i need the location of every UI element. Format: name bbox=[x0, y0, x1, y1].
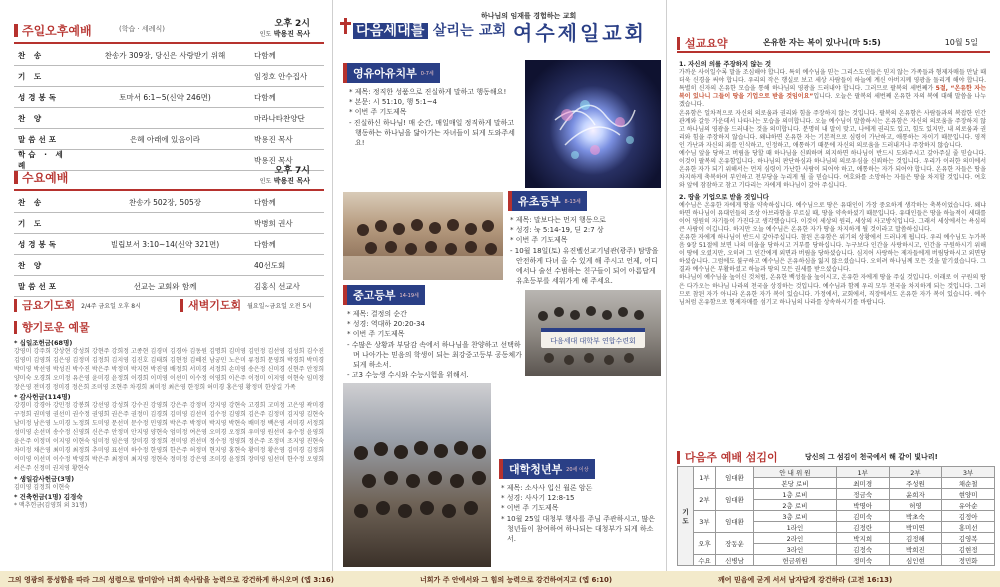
ministry-item: * 이번 주 기도제목 bbox=[510, 236, 568, 245]
table-cell: 정미숙 bbox=[836, 555, 889, 566]
table-row bbox=[678, 555, 995, 566]
ministry-item: * 이번 주 기도제목 bbox=[347, 330, 405, 339]
divider bbox=[14, 189, 324, 191]
church-logo-icon bbox=[340, 18, 351, 34]
table-cell: 김영복 bbox=[942, 533, 995, 544]
elementary-ministry bbox=[508, 190, 663, 286]
secondary-group-photo bbox=[525, 290, 661, 376]
order-item-person: 다함께 bbox=[254, 50, 276, 60]
table-cell: 2층 로비 bbox=[754, 500, 837, 511]
order-item-person: 다함께 bbox=[254, 197, 276, 207]
wednesday-service-time: 오후 7시 bbox=[274, 166, 310, 176]
divider bbox=[14, 42, 324, 44]
order-item-name: 찬 양 bbox=[18, 260, 45, 270]
prayer-person: 임대환 bbox=[716, 489, 754, 511]
offering-group-label: * 생일감사헌금(3명) bbox=[14, 474, 75, 483]
sermon-point-heading: 1. 자신의 의를 주장하지 않는 것 bbox=[679, 60, 772, 68]
center-column bbox=[333, 0, 667, 571]
table-cell: 허영 bbox=[889, 500, 942, 511]
offering-group-label: * 십일조헌금(68명) bbox=[14, 339, 73, 347]
ministry-item: * 본문: 시 51:10, 행 5:1~4 bbox=[349, 98, 438, 107]
table-cell: 박미연 bbox=[889, 522, 942, 533]
secondary-items bbox=[347, 309, 523, 380]
college-ministry bbox=[499, 458, 659, 544]
table-cell: 김정란 bbox=[836, 522, 889, 533]
order-item-person: 박병희 권사 bbox=[254, 218, 293, 228]
friday-prayer-heading: 금요기도회 2/4주 금요일 오후 8시 bbox=[14, 297, 141, 313]
prayer-person: 임대환 bbox=[716, 511, 754, 533]
prayer-person: 장동운 bbox=[716, 533, 754, 555]
offering-group-label: * 감사헌금(114명) bbox=[14, 393, 71, 402]
prayer-service: 2부 bbox=[694, 489, 716, 511]
table-cell: 1라인 bbox=[754, 522, 837, 533]
sermon-paragraph: 온유함은 일차적으로 자신의 의로움과 권리와 힘을 주장하지 않는 것입니다. 팔복의 온유함은 사람들과의 복잡한 인간관계와 갈등 가운데서 나타나는 모습을 의미합니다. 오늘 예수님이 말씀하시는 온유함은 자신의 의로움을 주장하지 않고 하나님의 영광을 드러내는 것을 의미합니다. 분명히 내 말이 맞고, 나에게 권리도 있고, 힘도 있지만, 내 의로움과 권리와 힘을 주장하지 않습니다. 왜냐하면 온유한 자는 기본적으로 심령이 가난하고, 애통하는 자이기 때문입니다. 영적인 가난과 자신의 죄를 인식하고, 인정하고, 애통하기 때문에 자신의 의로움을 드러내거나 주장하지 않습니다. bbox=[679, 109, 986, 149]
order-item-person: 40선도회 bbox=[254, 260, 286, 270]
preschool-tag: 영유아유치부 0-7세 bbox=[343, 63, 440, 83]
order-row bbox=[14, 234, 324, 255]
order-item-name: 말씀선포 bbox=[18, 281, 59, 291]
sunday-service-leader: 인도 박용진 목사 bbox=[259, 30, 310, 38]
order-item-person: 다함께 bbox=[254, 92, 276, 102]
table-cell: 정민화 bbox=[942, 555, 995, 566]
offering-names: * 맥추헌금(김영희 외 31명) bbox=[14, 502, 88, 510]
elementary-group-photo bbox=[343, 192, 503, 280]
prayer-service: 3부 bbox=[694, 511, 716, 533]
order-item-person: 박용진 목사 bbox=[254, 134, 293, 144]
order-row bbox=[14, 276, 324, 297]
table-cell: 채순철 bbox=[942, 478, 995, 489]
order-item-detail: 토마서 6:1~5(신약 246면) bbox=[119, 92, 211, 102]
wednesday-service-leader: 인도 박용진 목사 bbox=[259, 177, 310, 185]
order-item-name: 찬 송 bbox=[18, 50, 45, 60]
order-item-person: 다함께 bbox=[254, 239, 276, 249]
order-item-name: 성경봉독 bbox=[18, 239, 59, 249]
order-item-name: 성경봉독 bbox=[18, 92, 59, 102]
elementary-items bbox=[510, 215, 663, 286]
youth-photo-image bbox=[343, 383, 491, 567]
table-cell: 주성원 bbox=[889, 478, 942, 489]
church-name: 여수제일교회 bbox=[513, 21, 647, 45]
wednesday-order-list bbox=[14, 192, 324, 297]
ministry-item: - 수많은 상황과 부담감 속에서 하나님을 찬양하고 선택하며 나아가는 믿음의 학생이 되는 최강중고등부 공동체가 되게 하소서. bbox=[347, 340, 522, 370]
table-cell: 윤희자 bbox=[889, 489, 942, 500]
footer-verse-left: 그의 영광의 풍성함을 따라 그의 성령으로 말미암아 너희 속사람을 능력으로 강건하게 하시오며 (엡 3:16) bbox=[8, 576, 334, 584]
table-cell: 김현정 bbox=[942, 544, 995, 555]
sermon-paragraph: 가까운 사이일수록 말을 조심해야 합니다. 특히 예수님을 믿는 그리스도인들은 믿지 않는 가족들과 형제자매들 만날 때 더욱 신경을 써야 합니다. 우리의 작은 행실로 보고 세상 사람들이 하늘에 계신 아버지께 영광을 돌리게 해야 합니다. 특별히 신자의 온유한 모습을 통해 하나님의 영광을 드러내야 합니다. 그러므로 팔복의 세번째가 5절, “온유한 자는 복이 있나니 그들이 땅을 기업으로 받을 것임이요”입니다. 오늘은 팔복의 세번째 온유한 자의 복에 대해 말씀을 나누겠습니다. bbox=[679, 69, 986, 109]
table-cell: 김미숙 bbox=[836, 511, 889, 522]
prayer-service: 1부 bbox=[694, 467, 716, 489]
table-cell: 3라인 bbox=[754, 544, 837, 555]
table-header: 2부 bbox=[889, 467, 942, 478]
table-cell: 유아순 bbox=[942, 500, 995, 511]
table-cell: 2라인 bbox=[754, 533, 837, 544]
order-item-person: 마라나타찬양단 bbox=[254, 113, 305, 123]
ministry-item: * 성경: 역대하 20:20-34 bbox=[347, 320, 425, 329]
order-item-detail: 은혜 아래에 있음이라 bbox=[130, 134, 200, 144]
sermon-body bbox=[679, 58, 986, 307]
section-marker bbox=[14, 321, 17, 334]
ministry-item: * 이번 주 기도제목 bbox=[501, 504, 559, 513]
order-item-person: 김홍식 선교사 bbox=[254, 281, 300, 291]
elementary-tag: 유초등부 8-13세 bbox=[508, 191, 587, 211]
light-art-image bbox=[525, 60, 661, 188]
sermon-title: 온유한 자는 복이 있나니(마 5:5) bbox=[763, 38, 881, 47]
order-item-name: 말씀선포 bbox=[18, 134, 59, 144]
order-item-detail: 선교는 교회와 함께 bbox=[133, 281, 197, 291]
ministry-item: * 제목: 정직한 성품으로 진실하게 말하고 행동해요! bbox=[349, 88, 507, 96]
table-cell: 1층 로비 bbox=[754, 489, 837, 500]
prayer-label: 기 도 bbox=[678, 467, 694, 566]
offering-names: 강경미 강경아 강민정 강봉희 강선영 강성희 강수진 강영희 강은주 강정미 강지영 강현숙 고경희 고미정 고은영 곽미경 구정희 권미영 권선미 권수정 권영희 권은주 권정미 김경희 김미영 김선미 김수정 김영희 김은주 김정미 김지영 김현숙 남미정 남은영 노미경 노정희 도미영 문선미 문수정 민영희 박은주 박정미 박지영 박현숙 배미정 백은영 서미경 서정희 성미영 손선미 송수정 신영희 신은주 안정미 안지영 양현숙 엄미정 여은영 오미경 오정희 우미영 원선미 유수정 윤영희 윤은주 이정미 이지영 이현숙 임미정 임은영 장미경 장정희 전미영 전선미 정수정 정영희 정은주 조정미 조지영 진현숙 차미정 채은영 최미경 최정희 추미영 표선미 하수정 한영희 한은주 허정미 현지영 홍현숙 황미정 황은영 김미경 김정희 이미영 이선미 이수정 박영희 박은주 최정미 최지영 정현숙 정미정 강은영 조미경 윤정희 장미영 임선미 한수정 오영희 서은주 신정미 권지영 황현숙 bbox=[14, 402, 324, 472]
table-header: 3부 bbox=[942, 467, 995, 478]
sermon-paragraph: 하나님이 예수님을 높이신 것처럼, 온유한 백성들을 높이시고, 온유한 자에게 땅을 주실 것입니다. 이래로 이 구원의 땅은 다가오는 하나님 나라의 천국을 상징하는 것입니다. 예수님과 함께 우리 모두 천국을 차지하게 되는 것입니다. 그러므로 참된 자가 아니라 온유한 자가 복이 있습니다. 가정에서, 교회에서, 직장에서도 온유한 자가 복이 있습니다. 예수님처럼 온유함으로 형제자매를 섬기고 하나님의 나라를 상속하시기를 바랍니다. bbox=[679, 274, 986, 306]
banner-photo-image bbox=[525, 290, 661, 376]
table-row bbox=[678, 489, 995, 500]
offering-heading: 향기로운 예물 bbox=[14, 319, 90, 335]
order-item-name: 찬 송 bbox=[18, 197, 45, 207]
servers-heading: 다음주 예배 섬김이 bbox=[677, 449, 778, 465]
offering-names: 강영미 강주희 강상현 강성희 강현주 강희정 고종현 김경미 김경아 김동원 김명희 김미영 김민정 김선영 김성희 김수진 김영미 김영희 김은영 김정미 김정희 김지영 김진호 김태희 김현정 김혜진 남궁민 노은미 류정희 문영희 박경희 박미경 박미영 박선영 박성진 박수진 박은주 박정미 박지현 박진영 배정희 서미경 서정희 손미영 송은정 신미경 신현주 안정희 양미숙 오경희 오미정 유은영 윤미경 윤정희 이경희 이미영 이선미 이수정 이영희 이은주 이정미 이지영 이현숙 임미정 장은영 전미경 정미경 정은희 조미영 조현주 차경희 최미정 최은영 한정희 허미경 홍은영 황정미 한상길 가족 bbox=[14, 347, 324, 391]
preschool-photo bbox=[525, 60, 661, 188]
offering-group-label: * 건축헌금(1명) 김경숙 bbox=[14, 493, 83, 502]
section-marker bbox=[14, 24, 18, 37]
prayer-service: 수요 bbox=[694, 555, 716, 566]
table-cell: 현양미 bbox=[942, 489, 995, 500]
order-row bbox=[14, 255, 324, 276]
table-header: 1부 bbox=[836, 467, 889, 478]
church-motto: 다음세대를 살리는 교회 bbox=[353, 20, 506, 40]
ministry-item: * 제목: 말보다는 먼저 행동으로 bbox=[510, 216, 606, 224]
order-item-detail: 빌립보서 3:10~14(신약 321면) bbox=[110, 239, 220, 249]
table-row bbox=[678, 533, 995, 544]
order-row bbox=[14, 45, 324, 66]
banner-text: 다음세대 대학부 연합수련회 bbox=[550, 337, 636, 345]
section-marker bbox=[180, 299, 183, 312]
table-row bbox=[678, 511, 995, 522]
order-row bbox=[14, 192, 324, 213]
section-marker bbox=[14, 299, 17, 312]
table-cell: 최미경 bbox=[836, 478, 889, 489]
table-cell: 홍미선 bbox=[942, 522, 995, 533]
table-cell: 정금숙 bbox=[836, 489, 889, 500]
ministry-item: - 고3 수능생 수시와 수능시험을 위해서. bbox=[347, 371, 469, 380]
table-cell: 김정숙 bbox=[836, 544, 889, 555]
secondary-ministry bbox=[343, 284, 523, 380]
order-item-name: 학습 · 세례 bbox=[18, 150, 66, 170]
prayer-person: 신병남 bbox=[716, 555, 754, 566]
offering-names: 김미영 김정희 이현숙 bbox=[14, 483, 70, 491]
table-cell: 박명아 bbox=[836, 500, 889, 511]
order-row bbox=[14, 66, 324, 87]
preschool-ministry bbox=[343, 62, 533, 148]
prayer-person: 임대환 bbox=[716, 467, 754, 489]
table-cell: 심인현 bbox=[889, 555, 942, 566]
table-cell: 박지희 bbox=[836, 533, 889, 544]
table-header: 안 내 위 원 bbox=[754, 467, 837, 478]
order-row bbox=[14, 213, 324, 234]
order-item-detail: 찬송가 309장, 당신은 사랑받기 위해 bbox=[104, 50, 226, 60]
sunday-service-time: 오후 2시 bbox=[274, 19, 310, 29]
prayer-service: 오후 bbox=[694, 533, 716, 555]
order-item-person: 박용진 목사 bbox=[254, 155, 293, 165]
offering-list bbox=[14, 338, 324, 568]
wednesday-service-title: 수요예배 bbox=[14, 169, 68, 186]
college-items bbox=[501, 483, 659, 544]
order-row bbox=[14, 129, 324, 150]
servers-table bbox=[677, 466, 995, 566]
preschool-items bbox=[349, 87, 515, 148]
table-cell: 박희진 bbox=[889, 544, 942, 555]
sunday-order-list bbox=[14, 45, 324, 171]
order-item-detail: 찬송가 502장, 505장 bbox=[128, 197, 201, 207]
ministry-item: * 이번 주 기도제목 bbox=[349, 108, 407, 117]
table-cell: 박초숙 bbox=[889, 511, 942, 522]
group-photo-image bbox=[343, 192, 503, 280]
sermon-point-heading: 2. 땅을 기업으로 받을 것입니다 bbox=[679, 192, 769, 201]
section-marker bbox=[677, 451, 680, 464]
sermon-paragraph: 예수님은 온유한 자에게 땅을 약속하십니다. 예수님으로 땅은 유대인이 가장 중요하게 생각하는 축복이었습니다. 왜냐하면 하나님이 유대인들의 조상 아브라함을 부르실 때, 땅을 약속하셨기 때문입니다. 유대인들은 땅을 하늘적이 세대를 이어 영원히 자기들이 가진다고 생각했습니다. 이것이 세상의 원리, 세상의 사고방식입니다. 그래서 세상에서는 욕심의 큰 사람이 이깁니다. 하지만 오늘 예수님은 온유한 자가 땅을 차지하게 될 것이라고 말씀하십니다. bbox=[679, 201, 986, 233]
sunday-service-title: 주일오후예배 bbox=[14, 22, 92, 39]
section-marker bbox=[14, 171, 18, 184]
college-group-photo bbox=[343, 383, 491, 567]
table-header-row bbox=[678, 467, 995, 478]
masthead bbox=[333, 0, 667, 52]
order-item-person: 임정호 안수집사 bbox=[254, 71, 308, 81]
table-cell: 김정해 bbox=[889, 533, 942, 544]
sermon-paragraph: 온유한 자에게 하나님이 반드시 갚아주십니다. 참된 온유함은 위기의 상황에서 드러나게 됩니다. 우리 예수님도 누가복음 9장 51절에 보면 나의 미웁을 당하시고 거부를 당하십니다. 누구보다 인간을 사랑하시고, 인간을 구원하시기 위해 이 땅에 오셨지만, 오히려 그 인간에게 외면과 버림을 당하셨습니다. 심지어 사랑하는 제자들에게 버림당하시고 외면당하셨습니다. 그럼에도 불구하고 예수님은 온유하심을 잃지 않으셨습니다. 오히려 하나님께 모든 것을 맡기셨습니다. 그 결과 예수님은 부활하셨고 하늘과 땅의 모든 권세를 받으셨습니다. bbox=[679, 233, 986, 274]
order-item-name: 기 도 bbox=[18, 218, 45, 228]
ministry-item: * 성경: 눅 5:14-19, 딛 2:7 상 bbox=[510, 226, 604, 235]
ministry-item: * 성경: 사사기 12:8-15 bbox=[501, 494, 575, 503]
dawn-prayer-heading: 새벽기도회 월요일~금요일 오전 5시 bbox=[180, 297, 312, 313]
footer-verses bbox=[0, 571, 1000, 587]
ministry-item: * 제목: 결정의 순간 bbox=[347, 310, 407, 318]
servers-subtitle: 당신의 그 섬김이 천국에서 해 같이 빛나리! bbox=[805, 453, 938, 461]
order-row bbox=[14, 108, 324, 129]
church-tagline: 하나님의 임재를 경험하는 교회 bbox=[481, 12, 577, 20]
order-item-name: 찬 양 bbox=[18, 113, 45, 123]
left-column bbox=[0, 0, 333, 571]
ministry-item: - 진실하신 하나님! 매 순간, 매일매일 정직하게 말하고 행동하는 하나님을 닮아가는 자녀들이 되게 도와주세요! bbox=[349, 118, 515, 148]
sermon-date: 10월 5일 bbox=[944, 38, 978, 47]
section-marker bbox=[677, 37, 680, 50]
footer-verse-center: 너희가 주 안에서와 그 힘의 능력으로 강건하여지고 (엡 6:10) bbox=[420, 576, 613, 584]
table-cell: 본당 로비 bbox=[754, 478, 837, 489]
ministry-item: - 10월 18일(토) 유진벨선교기념관(광주) 탐방을 안전하게 다녀 올 수 있게 해 주시고 언제, 어디에서나 술선 수범하는 친구들이 되어 아름답게 유초등부를 세워가게 해 주세요. bbox=[510, 246, 659, 286]
footer-verse-right: 깨어 믿음에 굳게 서서 남자답게 강건하라 (고전 16:13) bbox=[718, 576, 893, 584]
table-cell: 3층 로비 bbox=[754, 511, 837, 522]
sermon-heading: 설교요약 bbox=[677, 35, 728, 51]
ministry-item: * 10월 25일 대청부 행사를 주님 주관하시고, 많은 청년들이 참여하여 하나되는 대청부가 되게 하소서. bbox=[501, 514, 656, 544]
ministry-item: * 제목: 소사사 입신 월론 암돈 bbox=[501, 484, 593, 492]
order-row bbox=[14, 87, 324, 108]
sunday-service-subtitle: (학습 · 세례식) bbox=[119, 25, 165, 33]
table-cell: 김정아 bbox=[942, 511, 995, 522]
table-cell: 헌금위원 bbox=[754, 555, 837, 566]
secondary-tag: 중고등부 14-19세 bbox=[343, 285, 425, 305]
order-item-name: 기 도 bbox=[18, 71, 45, 81]
college-tag: 대학청년부 20세 이상 bbox=[499, 459, 595, 479]
right-column bbox=[667, 0, 1000, 571]
divider bbox=[677, 51, 990, 53]
sermon-paragraph: 예수님 앞을 당하고 버림을 당할 때 하나님을 신뢰하며 의지하면 하나님이 반드시 도와주시고 갚아주실 줄 믿습니다. 이것이 팔복의 온유함입니다. 하나님의 판단하심과 하나님의 의로우심을 신뢰하는 것입니다. 우리가 이러한 의미에서 온유한 자가 되기 위해서는 먼저 심령이 가난한 사람이 되어야 하고, 애통하는 자가 되어야 합니다. 온유한 자들은 땅을 차지하게 축복하며 부인하고 천부당을 누리게 될 줄 믿습니다. 여호와를 소망하는 자들은 땅을 차지할 것입니다. 여호와 앞에 잠잠하고 참고 기다리는 자에게 하나님이 갚아 주십니다. bbox=[679, 150, 986, 190]
